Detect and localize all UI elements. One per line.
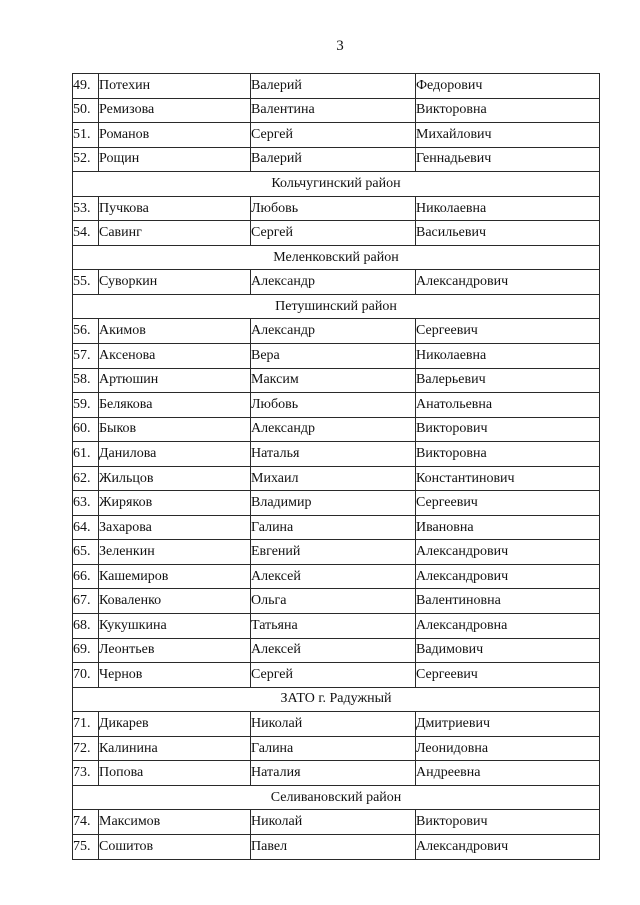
patronymic: Александрович	[416, 540, 600, 565]
first-name: Павел	[251, 834, 416, 859]
row-number: 50.	[73, 98, 99, 123]
last-name: Данилова	[99, 442, 251, 467]
row-number: 55.	[73, 270, 99, 295]
last-name: Максимов	[99, 810, 251, 835]
row-number: 68.	[73, 614, 99, 639]
patronymic: Александровна	[416, 614, 600, 639]
first-name: Владимир	[251, 491, 416, 516]
row-number: 54.	[73, 221, 99, 246]
last-name: Жиряков	[99, 491, 251, 516]
patronymic: Анатольевна	[416, 393, 600, 418]
section-title: Петушинский район	[73, 294, 600, 319]
last-name: Рощин	[99, 147, 251, 172]
first-name: Максим	[251, 368, 416, 393]
section-header-row	[73, 245, 600, 270]
table-row	[73, 74, 600, 99]
table-row	[73, 466, 600, 491]
section-header-row	[73, 687, 600, 712]
patronymic: Васильевич	[416, 221, 600, 246]
table-row	[73, 810, 600, 835]
last-name: Ремизова	[99, 98, 251, 123]
first-name: Сергей	[251, 663, 416, 688]
last-name: Калинина	[99, 736, 251, 761]
first-name: Татьяна	[251, 614, 416, 639]
first-name: Наталья	[251, 442, 416, 467]
row-number: 62.	[73, 466, 99, 491]
row-number: 69.	[73, 638, 99, 663]
last-name: Попова	[99, 761, 251, 786]
roster-body	[73, 74, 600, 860]
row-number: 52.	[73, 147, 99, 172]
last-name: Белякова	[99, 393, 251, 418]
patronymic: Михайлович	[416, 123, 600, 148]
row-number: 71.	[73, 712, 99, 737]
section-header-row	[73, 294, 600, 319]
patronymic: Александрович	[416, 270, 600, 295]
first-name: Валентина	[251, 98, 416, 123]
last-name: Пучкова	[99, 196, 251, 221]
patronymic: Николаевна	[416, 344, 600, 369]
patronymic: Леонидовна	[416, 736, 600, 761]
table-row	[73, 663, 600, 688]
patronymic: Александрович	[416, 834, 600, 859]
patronymic: Дмитриевич	[416, 712, 600, 737]
row-number: 49.	[73, 74, 99, 99]
row-number: 74.	[73, 810, 99, 835]
row-number: 70.	[73, 663, 99, 688]
first-name: Николай	[251, 810, 416, 835]
row-number: 61.	[73, 442, 99, 467]
row-number: 53.	[73, 196, 99, 221]
table-row	[73, 393, 600, 418]
last-name: Потехин	[99, 74, 251, 99]
table-row	[73, 319, 600, 344]
table-row	[73, 491, 600, 516]
table-row	[73, 147, 600, 172]
section-title: ЗАТО г. Радужный	[73, 687, 600, 712]
section-title: Кольчугинский район	[73, 172, 600, 197]
table-row	[73, 540, 600, 565]
table-row	[73, 614, 600, 639]
table-row	[73, 270, 600, 295]
row-number: 67.	[73, 589, 99, 614]
table-row	[73, 589, 600, 614]
row-number: 65.	[73, 540, 99, 565]
section-title: Селивановский район	[73, 785, 600, 810]
first-name: Александр	[251, 319, 416, 344]
table-row	[73, 834, 600, 859]
patronymic: Валентиновна	[416, 589, 600, 614]
patronymic: Николаевна	[416, 196, 600, 221]
first-name: Наталия	[251, 761, 416, 786]
table-row	[73, 515, 600, 540]
first-name: Любовь	[251, 393, 416, 418]
last-name: Суворкин	[99, 270, 251, 295]
patronymic: Викторовна	[416, 98, 600, 123]
first-name: Галина	[251, 515, 416, 540]
row-number: 57.	[73, 344, 99, 369]
patronymic: Александрович	[416, 564, 600, 589]
row-number: 58.	[73, 368, 99, 393]
patronymic: Федорович	[416, 74, 600, 99]
first-name: Валерий	[251, 147, 416, 172]
row-number: 66.	[73, 564, 99, 589]
last-name: Аксенова	[99, 344, 251, 369]
patronymic: Сергеевич	[416, 491, 600, 516]
patronymic: Викторович	[416, 810, 600, 835]
patronymic: Ивановна	[416, 515, 600, 540]
row-number: 51.	[73, 123, 99, 148]
first-name: Галина	[251, 736, 416, 761]
row-number: 64.	[73, 515, 99, 540]
first-name: Любовь	[251, 196, 416, 221]
last-name: Кукушкина	[99, 614, 251, 639]
first-name: Алексей	[251, 564, 416, 589]
page-number: 3	[336, 38, 344, 54]
last-name: Зеленкин	[99, 540, 251, 565]
table-row	[73, 442, 600, 467]
patronymic: Андреевна	[416, 761, 600, 786]
row-number: 56.	[73, 319, 99, 344]
last-name: Жильцов	[99, 466, 251, 491]
first-name: Вера	[251, 344, 416, 369]
last-name: Чернов	[99, 663, 251, 688]
first-name: Сергей	[251, 221, 416, 246]
last-name: Леонтьев	[99, 638, 251, 663]
table-row	[73, 712, 600, 737]
table-row	[73, 564, 600, 589]
table-row	[73, 123, 600, 148]
last-name: Савинг	[99, 221, 251, 246]
last-name: Романов	[99, 123, 251, 148]
row-number: 72.	[73, 736, 99, 761]
patronymic: Константинович	[416, 466, 600, 491]
table-row	[73, 344, 600, 369]
patronymic: Сергеевич	[416, 319, 600, 344]
first-name: Ольга	[251, 589, 416, 614]
section-header-row	[73, 172, 600, 197]
row-number: 73.	[73, 761, 99, 786]
table-row	[73, 417, 600, 442]
last-name: Артюшин	[99, 368, 251, 393]
section-header-row	[73, 785, 600, 810]
first-name: Михаил	[251, 466, 416, 491]
table-row	[73, 736, 600, 761]
patronymic: Викторовна	[416, 442, 600, 467]
table-row	[73, 761, 600, 786]
last-name: Захарова	[99, 515, 251, 540]
first-name: Евгений	[251, 540, 416, 565]
last-name: Быков	[99, 417, 251, 442]
patronymic: Валерьевич	[416, 368, 600, 393]
row-number: 63.	[73, 491, 99, 516]
row-number: 59.	[73, 393, 99, 418]
table-row	[73, 638, 600, 663]
last-name: Коваленко	[99, 589, 251, 614]
last-name: Дикарев	[99, 712, 251, 737]
table-row	[73, 368, 600, 393]
patronymic: Вадимович	[416, 638, 600, 663]
table-row	[73, 221, 600, 246]
last-name: Кашемиров	[99, 564, 251, 589]
first-name: Алексей	[251, 638, 416, 663]
first-name: Николай	[251, 712, 416, 737]
first-name: Валерий	[251, 74, 416, 99]
row-number: 75.	[73, 834, 99, 859]
table-row	[73, 196, 600, 221]
last-name: Акимов	[99, 319, 251, 344]
first-name: Сергей	[251, 123, 416, 148]
patronymic: Геннадьевич	[416, 147, 600, 172]
first-name: Александр	[251, 270, 416, 295]
last-name: Сошитов	[99, 834, 251, 859]
patronymic: Викторович	[416, 417, 600, 442]
patronymic: Сергеевич	[416, 663, 600, 688]
first-name: Александр	[251, 417, 416, 442]
row-number: 60.	[73, 417, 99, 442]
section-title: Меленковский район	[73, 245, 600, 270]
roster-table	[72, 73, 600, 860]
table-row	[73, 98, 600, 123]
